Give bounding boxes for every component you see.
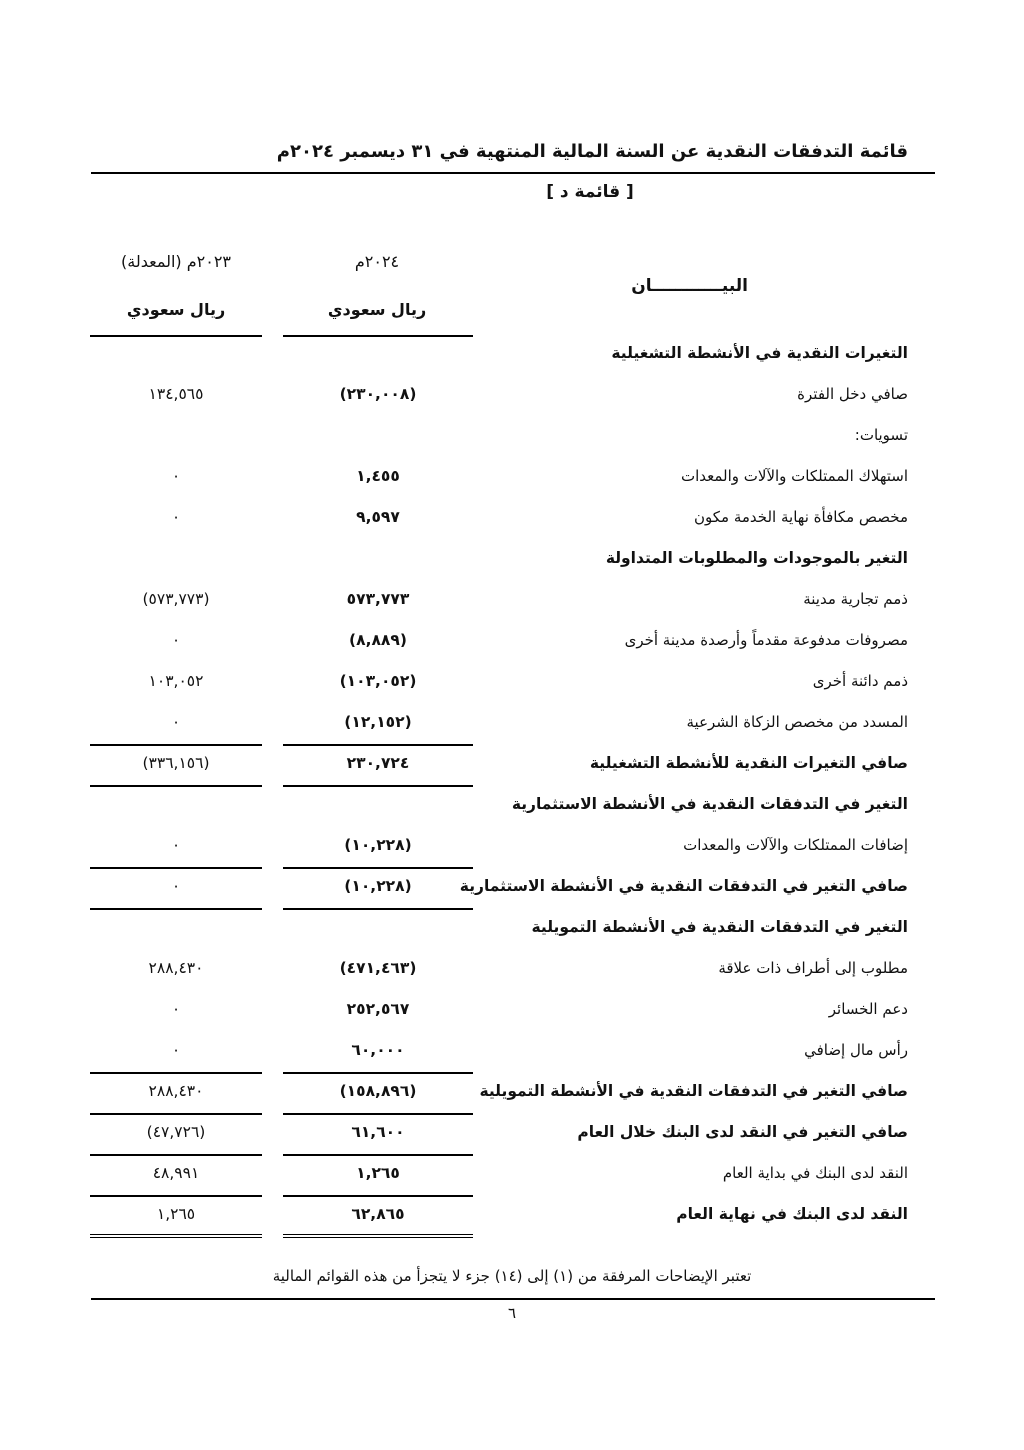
subtotal-rule-2024: [283, 744, 473, 746]
value-2024: ٢٣٠,٧٢٤: [346, 754, 410, 772]
column-header-2024-year: ٢٠٢٤م: [354, 252, 400, 271]
value-2024: (١٥٨,٨٩٦): [339, 1082, 417, 1100]
subtotal-rule-2023: [90, 1154, 262, 1156]
table-row: [0, 705, 1024, 745]
row-label: مخصص مكافأة نهاية الخدمة مكون: [694, 508, 908, 526]
value-2024: ٦٠,٠٠٠: [351, 1041, 405, 1059]
value-2023: (٤٧,٧٢٦): [146, 1123, 206, 1141]
total-double-rule-2024: [283, 1234, 473, 1238]
value-2024: (١٠٣,٠٥٢): [339, 672, 417, 690]
column-header-2024-currency: ريال سعودي: [327, 300, 427, 319]
row-label: صافي التغير في التدفقات النقدية في الأنشطة التمويلية: [479, 1082, 908, 1100]
title-rule: [91, 172, 935, 174]
value-2023: ٢٨٨,٤٣٠: [148, 1082, 204, 1100]
value-2024: (١٠,٢٢٨): [344, 877, 412, 895]
value-2023: ٠: [171, 508, 181, 526]
row-label: مصروفات مدفوعة مقدماً وأرصدة مدينة أخرى: [624, 631, 908, 649]
table-row: [0, 664, 1024, 704]
subtotal-rule-2024: [283, 1195, 473, 1197]
value-2024: ٥٧٣,٧٧٣: [346, 590, 410, 608]
value-2023: ٢٨٨,٤٣٠: [148, 959, 204, 977]
table-row: [0, 1033, 1024, 1073]
row-label: التغيرات النقدية في الأنشطة التشغيلية: [611, 344, 908, 362]
subtotal-rule-2023: [90, 1072, 262, 1074]
value-2023: ١,٢٦٥: [156, 1205, 196, 1223]
table-row: [0, 623, 1024, 663]
value-2023: ٠: [171, 1000, 181, 1018]
subtotal-rule-2023: [90, 1195, 262, 1197]
value-2023: ٠: [171, 836, 181, 854]
row-label: ذمم دائنة أخرى: [812, 672, 908, 690]
table-row: [0, 1156, 1024, 1196]
subtotal-rule-2024: [283, 1154, 473, 1156]
row-label: التغير بالموجودات والمطلوبات المتداولة: [605, 549, 908, 567]
row-label: النقد لدى البنك في نهاية العام: [676, 1205, 908, 1223]
value-2024: ٦٢,٨٦٥: [351, 1205, 405, 1223]
value-2023: ٠: [171, 631, 181, 649]
value-2023: ٠: [171, 467, 181, 485]
table-row: [0, 541, 1024, 581]
table-row: [0, 869, 1024, 909]
subtotal-rule-2024: [283, 1113, 473, 1115]
table-row: [0, 992, 1024, 1032]
table-row: [0, 951, 1024, 991]
row-label: مطلوب إلى أطراف ذات علاقة: [718, 959, 908, 977]
row-label: استهلاك الممتلكات والآلات والمعدات: [680, 467, 908, 485]
row-label: تسويات:: [854, 426, 908, 444]
value-2024: (١٠,٢٢٨): [344, 836, 412, 854]
description-column-header: البيــــــــــــان: [631, 276, 748, 296]
row-label: التغير في التدفقات النقدية في الأنشطة التمويلية: [531, 918, 908, 936]
table-row: [0, 418, 1024, 458]
table-row: [0, 910, 1024, 950]
page-title: قائمة التدفقات النقدية عن السنة المالية المنتهية في ٣١ ديسمبر ٢٠٢٤م: [276, 141, 908, 162]
subtotal-rule-2023: [90, 744, 262, 746]
footnote: تعتبر الإيضاحات المرفقة من (١) إلى (١٤) جزء لا يتجزأ من هذه القوائم المالية: [272, 1267, 752, 1285]
value-2024: ٦١,٦٠٠: [351, 1123, 405, 1141]
total-double-rule-2023: [90, 1234, 262, 1238]
row-label: صافي دخل الفترة: [797, 385, 908, 403]
value-2023: ١٣٤,٥٦٥: [148, 385, 204, 403]
column-header-2023-currency: ريال سعودي: [126, 300, 226, 319]
row-label: التغير في التدفقات النقدية في الأنشطة الاستثمارية: [511, 795, 908, 813]
row-label: صافي التغير في التدفقات النقدية في الأنشطة الاستثمارية: [459, 877, 908, 895]
value-2024: (٤٧١,٤٦٣): [339, 959, 417, 977]
table-row: [0, 828, 1024, 868]
row-label: صافي التغيرات النقدية للأنشطة التشغيلية: [589, 754, 908, 772]
subtotal-rule-2023: [90, 867, 262, 869]
table-row: [0, 500, 1024, 540]
table-row: [0, 459, 1024, 499]
subtotal-rule-2023: [90, 785, 262, 787]
value-2023: ٤٨,٩٩١: [152, 1164, 200, 1182]
subtotal-rule-2024: [283, 785, 473, 787]
subtotal-rule-2024: [283, 867, 473, 869]
value-2024: (٨,٨٨٩): [349, 631, 407, 649]
table-row: [0, 377, 1024, 417]
value-2024: ١,٤٥٥: [356, 467, 400, 485]
table-row: [0, 787, 1024, 827]
value-2023: (٣٣٦,١٥٦): [142, 754, 210, 772]
table-row: [0, 336, 1024, 376]
value-2023: ١٠٣,٠٥٢: [148, 672, 204, 690]
row-label: دعم الخسائر: [828, 1000, 908, 1018]
row-label: رأس مال إضافي: [804, 1041, 908, 1059]
subtotal-rule-2024: [283, 1072, 473, 1074]
row-label: صافي التغير في النقد لدى البنك خلال العام: [577, 1123, 908, 1141]
table-row: [0, 746, 1024, 786]
row-label: المسدد من مخصص الزكاة الشرعية: [686, 713, 908, 731]
row-label: النقد لدى البنك في بداية العام: [722, 1164, 908, 1182]
value-2023: ٠: [171, 713, 181, 731]
value-2024: ١,٢٦٥: [356, 1164, 400, 1182]
row-label: ذمم تجارية مدينة: [803, 590, 908, 608]
table-row: [0, 582, 1024, 622]
value-2024: (٢٣٠,٠٠٨): [339, 385, 417, 403]
table-row: [0, 1074, 1024, 1114]
row-label: إضافات الممتلكات والآلات والمعدات: [683, 836, 908, 854]
subtotal-rule-2024: [283, 908, 473, 910]
value-2024: ٢٥٢,٥٦٧: [346, 1000, 410, 1018]
value-2024: ٩,٥٩٧: [356, 508, 400, 526]
value-2024: (١٢,١٥٢): [344, 713, 412, 731]
table-row: [0, 1115, 1024, 1155]
value-2023: (٥٧٣,٧٧٣): [142, 590, 210, 608]
statement-reference: [ قائمة د ]: [546, 182, 634, 202]
subtotal-rule-2023: [90, 1113, 262, 1115]
table-row: [0, 1197, 1024, 1237]
footer-rule: [91, 1298, 935, 1300]
value-2023: ٠: [171, 877, 181, 895]
page-number: ٦: [507, 1304, 517, 1322]
subtotal-rule-2023: [90, 908, 262, 910]
column-header-2023-year: ٢٠٢٣م (المعدلة): [121, 252, 231, 271]
value-2023: ٠: [171, 1041, 181, 1059]
